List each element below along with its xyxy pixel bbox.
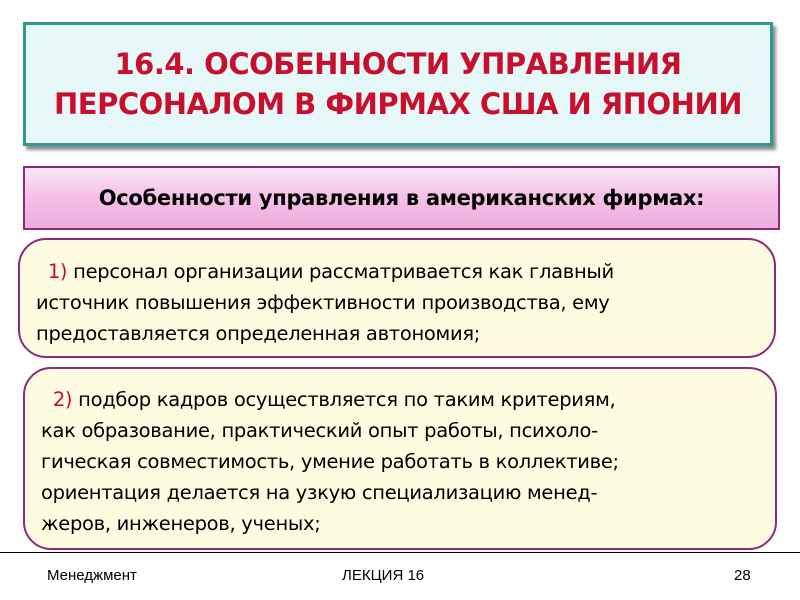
point-2-line-5: жеров, инженеров, ученых; bbox=[41, 512, 321, 535]
slide-title-line-1: 16.4. ОСОБЕННОСТИ УПРАВЛЕНИЯ bbox=[114, 47, 682, 81]
point-2-line-2: как образование, практический опыт работы, психоло- bbox=[41, 419, 598, 442]
footer-course-name: Менеджмент bbox=[47, 567, 137, 584]
slide-title-line-2: ПЕРСОНАЛОМ В ФИРМАХ США И ЯПОНИИ bbox=[53, 87, 742, 121]
point-1-line-2: источник повышения эффективности производства, ему bbox=[36, 291, 610, 314]
footer-page-number: 28 bbox=[734, 567, 751, 584]
footer-lecture-label: ЛЕКЦИЯ 16 bbox=[342, 567, 425, 584]
point-2-text-line-1: подбор кадров осуществляется по таким критериям, bbox=[72, 388, 616, 411]
subtitle-box bbox=[23, 166, 780, 230]
point-1-line-3: предоставляется определенная автономия; bbox=[36, 322, 481, 345]
point-2-number: 2) bbox=[52, 388, 73, 411]
point-box-2 bbox=[23, 367, 777, 550]
footer-divider bbox=[0, 552, 800, 553]
point-1-number: 1) bbox=[47, 260, 68, 283]
subtitle-text: Особенности управления в американских фирмах: bbox=[98, 186, 705, 210]
point-2-line-3: гическая совместимость, умение работать в коллективе; bbox=[41, 450, 619, 473]
point-2-line-1 bbox=[41, 384, 765, 415]
point-2-line-4: ориентация делается на узкую специализацию менед- bbox=[41, 481, 598, 504]
point-box-1 bbox=[18, 238, 776, 358]
point-1-text-line-1: персонал организации рассматривается как главный bbox=[67, 260, 614, 283]
point-1-line-1 bbox=[36, 256, 764, 287]
slide-title-box bbox=[23, 22, 773, 146]
